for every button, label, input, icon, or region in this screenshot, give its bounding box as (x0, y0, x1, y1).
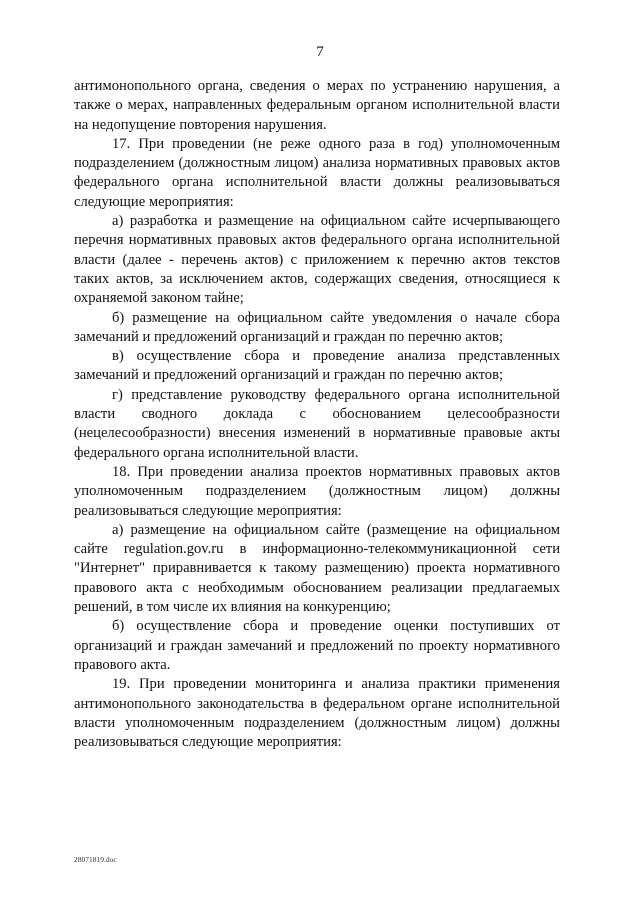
paragraph-17-b: б) размещение на официальном сайте уведомления о начале сбора замечаний и предложений организаций и граждан по перечню актов; (74, 309, 560, 345)
document-file-code: 28071819.doc (74, 855, 117, 864)
paragraph-18-b: б) осуществление сбора и проведение оценки поступивших от организаций и граждан замечаний и предложений по проекту нормативного правового акта. (74, 618, 560, 673)
paragraph-17-a: а) разработка и размещение на официальном сайте исчерпывающего перечня нормативных правовых актов федерального органа исполнительной власти (далее - перечень актов) с приложением к перечню актов текстов таких актов, за исключением актов, содержащих сведения, относящиеся к охраняемой законом тайне; (74, 213, 560, 307)
paragraph-18: 18. При проведении анализа проектов нормативных правовых актов уполномоченным подразделением (должностным лицом) должны реализовываться следующие мероприятия: (74, 463, 560, 519)
paragraph-18-a: а) размещение на официальном сайте (размещение на официальном сайте regulation.gov.ru в информационно-телекоммуникационной сети "Интернет" приравнивается к такому размещению) проекта нормативного правового акта с необходимым обоснованием реализации предлагаемых решений, в том числе их влияния на конкуренцию; (74, 521, 560, 616)
paragraph-19: 19. При проведении мониторинга и анализа практики применения антимонопольного законодательства в федеральном органе исполнительной власти уполномоченным подразделением (должностным лицом) должны реализовываться следующие мероприятия: (74, 676, 560, 751)
paragraph-17: 17. При проведении (не реже одного раза в год) уполномоченным подразделением (должностным лицом) анализа нормативных правовых актов федерального органа исполнительной власти должны реализовываться следующие мероприятия: (74, 135, 560, 210)
paragraph-17-g: г) представление руководству федерального органа исполнительной власти сводного доклада с обоснованием целесообразности (нецелесообразности) внесения изменений в нормативные правовые акты федерального органа исполнительной власти. (74, 386, 560, 461)
paragraph-17-v: в) осуществление сбора и проведение анализа представленных замечаний и предложений организаций и граждан по перечню актов; (74, 348, 560, 384)
page-number: 7 (316, 44, 324, 60)
paragraph-continuation: антимонопольного органа, сведения о мерах по устранению нарушения, а также о мерах, направленных федеральным органом исполнительной власти на недопущение повторения нарушения. (74, 78, 560, 133)
document-body (74, 77, 560, 752)
